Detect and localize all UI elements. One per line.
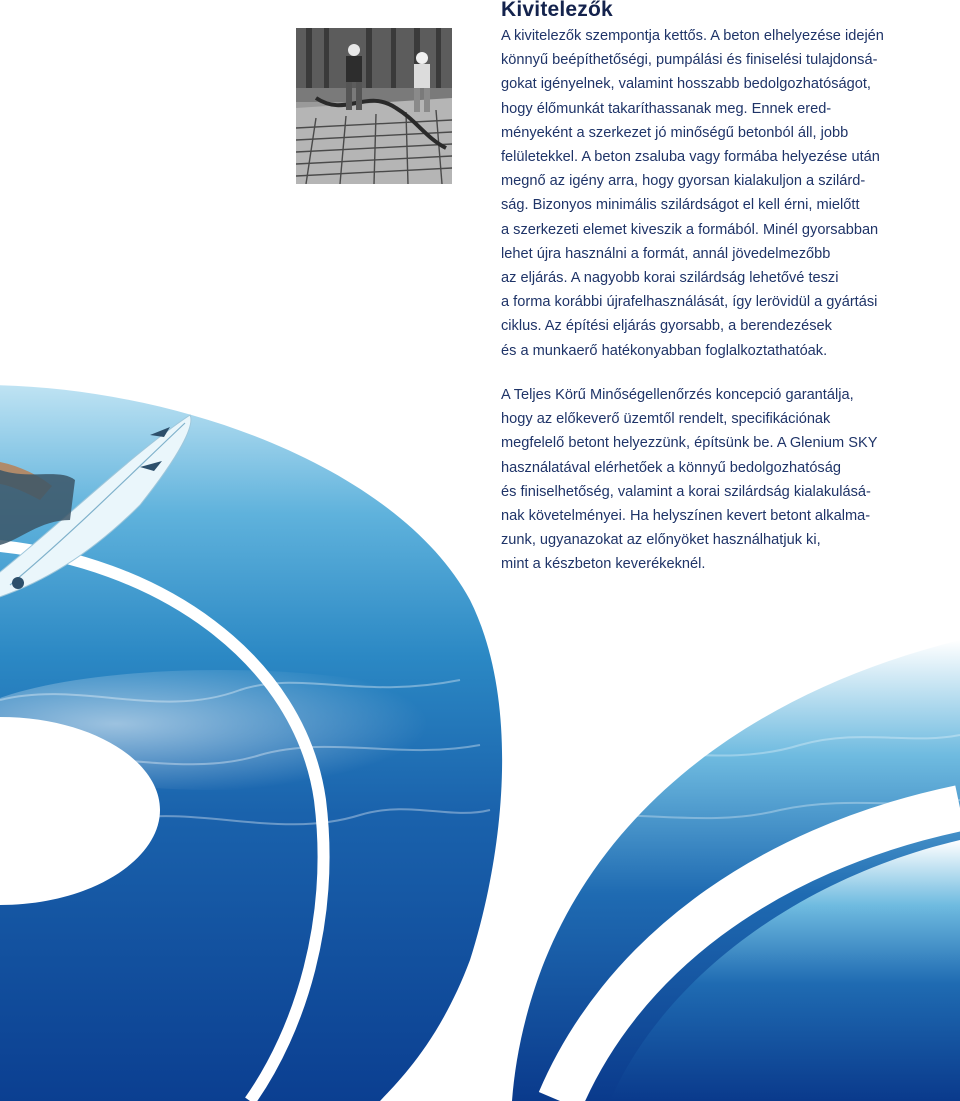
text-line: használatával elérhetőek a könnyű bedolgozhatóság xyxy=(501,459,841,476)
text-line: ciklus. Az építési eljárás gyorsabb, a berendezések xyxy=(501,318,832,335)
text-line: a forma korábbi újrafelhasználását, így lerövidül a gyártási xyxy=(501,294,878,311)
text-line: ményeként a szerkezet jó minőségű betonból áll, jobb xyxy=(501,124,849,141)
text-line: és finiselhetőség, valamint a korai szilárdság kialakulásá- xyxy=(501,483,871,500)
text-line: az eljárás. A nagyobb korai szilárdság lehetővé teszi xyxy=(501,270,839,287)
text-line: mint a készbeton keverékeknél. xyxy=(501,556,706,573)
page-heading: Kivitelezők xyxy=(501,0,613,21)
text-line: a szerkezeti elemet kiveszik a formából. Minél gyorsabban xyxy=(501,221,879,238)
text-line: A kivitelezők szempontja kettős. A beton elhelyezése idején xyxy=(501,28,884,44)
text-line: felületekkel. A beton zsaluba vagy formába helyezése után xyxy=(501,149,880,166)
text-line: lehet újra használni a formát, annál jövedelmezőbb xyxy=(501,245,831,262)
text-line: megfelelő betont helyezzünk, építsünk be. A Glenium SKY xyxy=(501,435,878,452)
text-line: zunk, ugyanazokat az előnyöket használhatjuk ki, xyxy=(501,532,821,549)
text-line: A Teljes Körű Minőségellenőrzés koncepció garantálja, xyxy=(501,387,854,403)
text-line: hogy az előkeverő üzemtől rendelt, specifikációnak xyxy=(501,411,831,428)
text-line: és a munkaerő hatékonyabban foglalkoztathatóak. xyxy=(501,342,828,359)
text-line: gokat igényelnek, valamint hosszabb bedolgozhatóságot, xyxy=(501,76,871,93)
text-line: ság. Bizonyos minimális szilárdságot el kell érni, mielőtt xyxy=(501,197,860,214)
text-line: nak követelményei. Ha helyszínen kevert betont alkalma- xyxy=(501,508,871,525)
text-line: könnyű beépíthetőségi, pumpálási és finiselési tulajdonsá- xyxy=(501,52,878,69)
text-line: megnő az igény arra, hogy gyorsan kialakuljon a szilárd- xyxy=(501,173,866,190)
text-line: hogy élőmunkát takaríthassanak meg. Ennek ered- xyxy=(501,100,832,117)
